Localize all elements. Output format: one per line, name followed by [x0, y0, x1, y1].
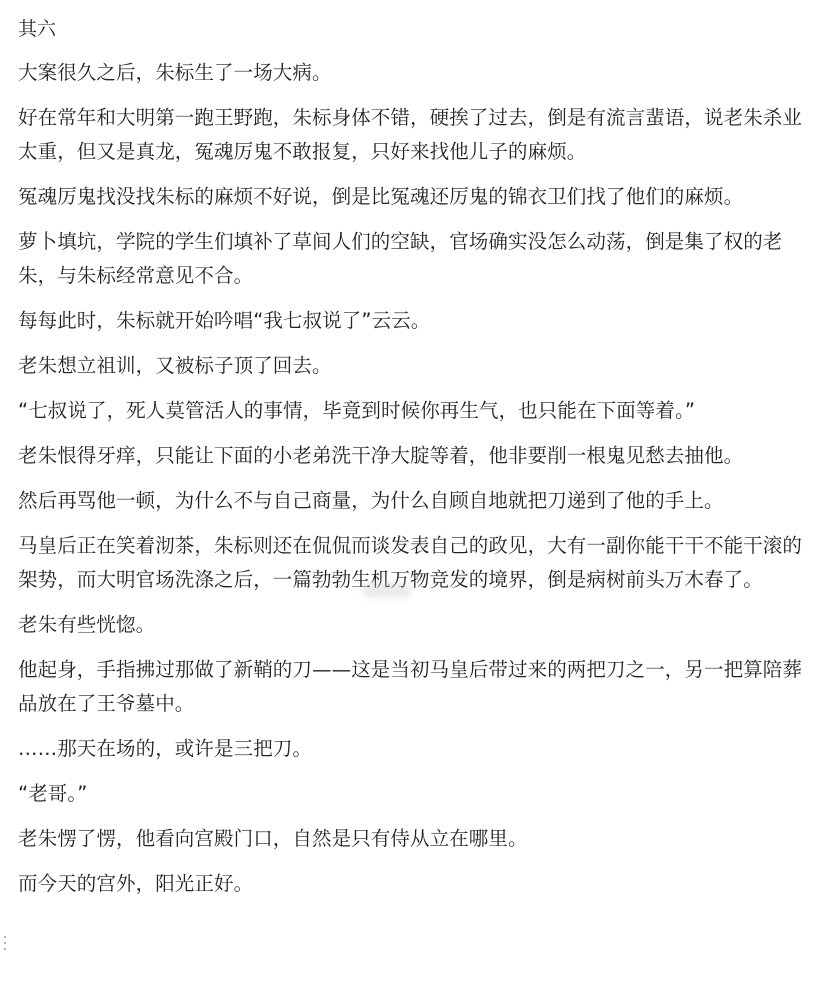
paragraph: 萝卜填坑，学院的学生们填补了草间人们的空缺，官场确实没怎么动荡，倒是集了权的老朱，与朱标经常意见不合。	[18, 230, 783, 287]
paragraph: “七叔说了，死人莫管活人的事情，毕竟到时候你再生气，也只能在下面等着。”	[18, 399, 696, 422]
paragraph: 老朱有些恍惚。	[18, 613, 156, 636]
drag-handle-icon[interactable]	[2, 936, 8, 950]
blurred-watermark	[362, 582, 412, 598]
paragraph: “老哥。”	[18, 782, 88, 805]
paragraph: ……那天在场的，或许是三把刀。	[18, 737, 313, 760]
paragraph: 冤魂厉鬼找没找朱标的麻烦不好说，倒是比冤魂还厉鬼的锦衣卫们找了他们的麻烦。	[18, 185, 744, 208]
paragraph: 老朱想立祖训，又被标子顶了回去。	[18, 354, 332, 377]
paragraph: 好在常年和大明第一跑王野跑，朱标身体不错，硬挨了过去，倒是有流言蜚语，说老朱杀业太重，但又是真龙，冤魂厉鬼不敢报复，只好来找他儿子的麻烦。	[18, 106, 803, 163]
chapter-title: 其六	[18, 18, 57, 40]
paragraph: 马皇后正在笑着沏茶，朱标则还在侃侃而谈发表自己的政见，大有一副你能干干不能干滚的架势，而大明官场洗涤之后，一篇勃勃生机万物竞发的境界，倒是病树前头万木春了。	[18, 534, 803, 591]
paragraph: 他起身，手指拂过那做了新鞘的刀——这是当初马皇后带过来的两把刀之一，另一把算陪葬品放在了王爷墓中。	[18, 658, 803, 715]
document-body	[18, 14, 813, 912]
paragraph: 老朱愣了愣，他看向宫殿门口，自然是只有侍从立在哪里。	[18, 827, 528, 850]
paragraph: 然后再骂他一顿，为什么不与自己商量，为什么自顾自地就把刀递到了他的手上。	[18, 489, 724, 512]
paragraph: 老朱恨得牙痒，只能让下面的小老弟洗干净大腚等着，他非要削一根鬼见愁去抽他。	[18, 444, 744, 467]
paragraph: 每每此时，朱标就开始吟唱“我七叔说了”云云。	[18, 309, 431, 332]
paragraph: 而今天的宫外，阳光正好。	[18, 872, 254, 895]
paragraph: 大案很久之后，朱标生了一场大病。	[18, 61, 332, 84]
